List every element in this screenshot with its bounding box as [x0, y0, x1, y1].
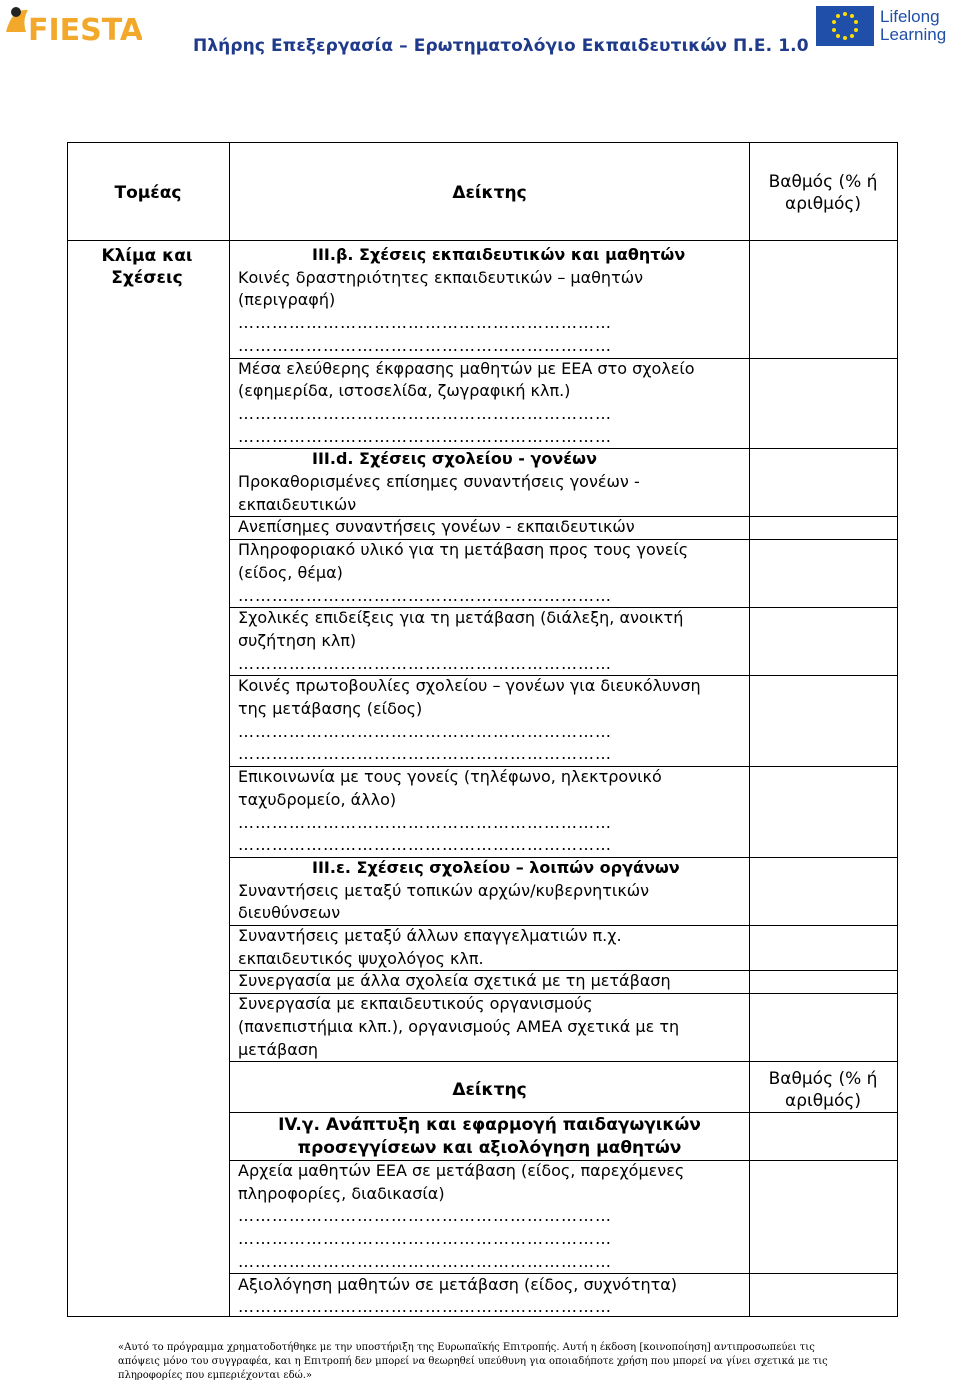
indicator-line: Συνεργασία με άλλα σχολεία σχετικά με τη μετάβαση — [238, 971, 671, 991]
indicator-line: Ανεπίσημες συναντήσεις γονέων - εκπαιδευτικών — [238, 517, 635, 537]
indicator-line: III.β. Σχέσεις εκπαιδευτικών και μαθητών — [312, 245, 686, 264]
indicator-line: ταχυδρομείο, άλλο) — [238, 789, 397, 809]
row-separator — [229, 993, 898, 994]
row-separator — [229, 448, 898, 449]
row-separator — [229, 1061, 898, 1062]
indicator-line: Επικοινωνία με τους γονείς (τηλέφωνο, ηλεκτρονικό — [238, 767, 662, 787]
indicator-line: ………………………………………………………… — [238, 335, 612, 355]
indicator-line: ………………………………………………………… — [238, 835, 612, 855]
indicator-line: ………………………………………………………… — [238, 585, 612, 605]
document-title: Πλήρης Επεξεργασία – Ερωτηματολόγιο Εκπαιδευτικών Π.Ε. 1.0 — [193, 36, 809, 56]
sub-header-indicator: Δείκτης — [452, 1080, 527, 1100]
indicator-line: μετάβαση — [238, 1039, 319, 1059]
sub-heading-line2: προσεγγίσεων και αξιολόγηση μαθητών — [297, 1138, 682, 1158]
indicator-line: Προκαθορισμένες επίσημες συναντήσεις γονέων - — [238, 472, 640, 491]
funding-disclaimer: «Αυτό το πρόγραμμα χρηματοδοτήθηκε με την υποστήριξη της Ευρωπαϊκής Επιτροπής. Αυτή η έκδοση [κοινοποίηση] αντιπροσωπεύει τις απόψεις μόνο του συγγραφέα, και η Επιτροπή δεν μπορεί να θεωρηθεί υπεύθυνη για οποιαδήποτε χρήση που μπορεί να γίνει σχετικά με τις πληροφορίες που εμπεριέχονται εδώ.» — [118, 1342, 828, 1381]
row-separator — [229, 675, 898, 676]
indicator-line: ………………………………………………………… — [238, 653, 612, 673]
lifelong-learning-logo — [816, 4, 960, 48]
indicator-line: ………………………………………………………… — [238, 1297, 612, 1317]
indicator-line: ………………………………………………………… — [238, 721, 612, 741]
indicator-line: (πανεπιστήμια κλπ.), οργανισμούς ΑΜΕΑ σχετικά με τη — [238, 1016, 680, 1036]
indicator-line: εκπαιδευτικών — [238, 494, 357, 514]
indicator-line: ………………………………………………………… — [238, 812, 612, 832]
row-separator — [229, 857, 898, 858]
indicator-line: Μέσα ελεύθερης έκφρασης μαθητών με ΕΕΑ στο σχολείο — [238, 358, 695, 378]
indicator-line: Αξιολόγηση μαθητών σε μετάβαση (είδος, συχνότητα) — [238, 1274, 678, 1294]
row-separator — [229, 607, 898, 608]
indicator-line: ………………………………………………………… — [238, 313, 612, 333]
row-separator — [229, 358, 898, 359]
indicator-line: ………………………………………………………… — [238, 1251, 612, 1271]
indicator-line: συζήτηση κλπ) — [238, 630, 357, 650]
indicator-line: πληροφορίες, διαδικασία) — [238, 1183, 445, 1203]
indicator-line: ………………………………………………………… — [238, 403, 612, 423]
col-header-score: Βαθμός (% ή αριθμός) — [768, 172, 878, 214]
indicator-line: Κοινές δραστηριότητες εκπαιδευτικών – μαθητών — [238, 267, 644, 287]
indicator-line: Κοινές πρωτοβουλίες σχολείου – γονέων για διευκόλυνση — [238, 676, 701, 696]
indicator-line: ………………………………………………………… — [238, 1229, 612, 1249]
indicator-line: ………………………………………………………… — [238, 426, 612, 446]
col-header-sector: Τομέας — [114, 183, 182, 203]
row-separator — [229, 516, 898, 517]
indicator-line: ………………………………………………………… — [238, 1206, 612, 1226]
row-separator — [229, 925, 898, 926]
indicator-line: Πληροφοριακό υλικό για τη μετάβαση προς τους γονείς — [238, 540, 689, 560]
ll-line2: Learning — [880, 25, 947, 44]
col-header-indicator: Δείκτης — [452, 183, 527, 203]
indicator-line: ………………………………………………………… — [238, 744, 612, 764]
indicator-line: Συναντήσεις μεταξύ τοπικών αρχών/κυβερνητικών — [238, 880, 650, 900]
indicator-line: της μετάβασης (είδος) — [238, 699, 423, 718]
fiesta-logo — [2, 2, 142, 46]
indicator-line: διευθύνσεων — [238, 903, 341, 923]
sector-label: Κλίμα και Σχέσεις — [101, 246, 193, 288]
sub-header-score: Βαθμός (% ή αριθμός) — [768, 1069, 878, 1111]
indicator-line: Σχολικές επιδείξεις για τη μετάβαση (διάλεξη, ανοικτή — [238, 608, 684, 628]
indicator-line: Συνεργασία με εκπαιδευτικούς οργανισμούς — [238, 994, 593, 1014]
indicator-line: Αρχεία μαθητών ΕΕΑ σε μετάβαση (είδος, παρεχόμενες — [238, 1161, 685, 1180]
indicator-line: (περιγραφή) — [238, 290, 336, 310]
row-separator — [229, 970, 898, 971]
row-separator — [229, 539, 898, 540]
eu-flag-icon — [816, 6, 874, 46]
row-separator — [229, 1112, 898, 1113]
svg-text:FIESTA: FIESTA — [28, 13, 142, 46]
indicator-line: (εφημερίδα, ιστοσελίδα, ζωγραφική κλπ.) — [238, 381, 571, 401]
ll-line1: Lifelong — [880, 7, 940, 26]
sub-heading-line1: IV.γ. Ανάπτυξη και εφαρμογή παιδαγωγικών — [278, 1115, 701, 1135]
indicator-line: (είδος, θέμα) — [238, 562, 343, 582]
indicator-line: εκπαιδευτικός ψυχολόγος κλπ. — [238, 948, 484, 968]
indicator-line: III.ε. Σχέσεις σχολείου – λοιπών οργάνων — [312, 857, 680, 877]
row-separator — [229, 766, 898, 767]
indicator-line: Συναντήσεις μεταξύ άλλων επαγγελματιών π.χ. — [238, 926, 622, 945]
indicator-table — [67, 142, 898, 1317]
indicator-line: III.d. Σχέσεις σχολείου - γονέων — [312, 449, 597, 469]
